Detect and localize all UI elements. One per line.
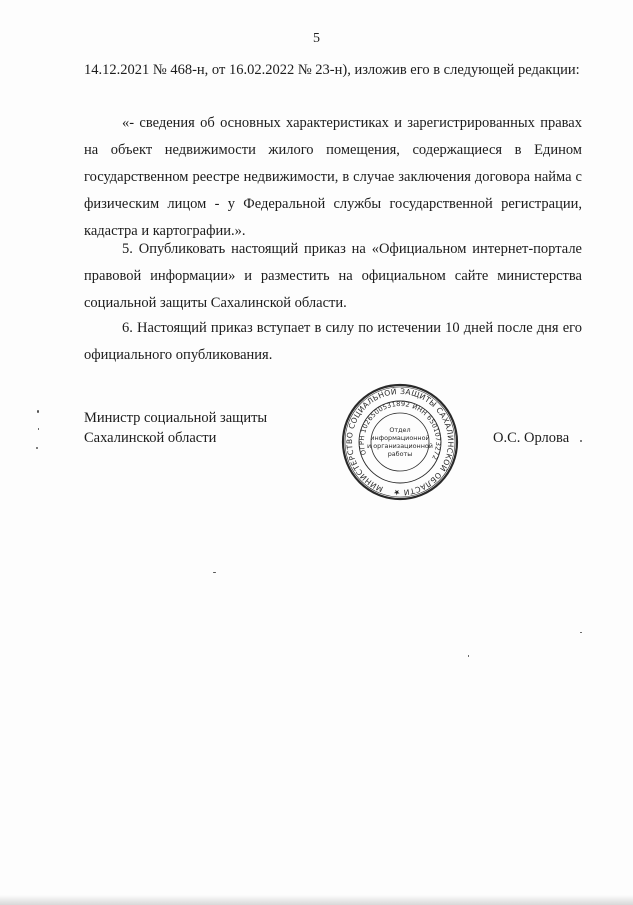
signatory-position-line1: Министр социальной защиты xyxy=(84,410,268,426)
official-seal xyxy=(340,382,460,502)
signer-name: О.С. Орлова xyxy=(493,430,570,446)
scan-speck xyxy=(37,410,39,413)
scan-bottom-edge xyxy=(0,895,633,905)
scan-speck xyxy=(580,440,582,442)
seal-center-line-2: информационной xyxy=(370,434,430,442)
scan-speck xyxy=(580,632,582,633)
seal-center-line-1: Отдел xyxy=(389,426,411,434)
signatory-position-line2: Сахалинской области xyxy=(84,430,217,446)
scan-speck xyxy=(38,428,39,430)
scan-speck xyxy=(36,447,38,449)
scan-speck xyxy=(213,572,216,573)
seal-center-line-4: работы xyxy=(387,450,413,458)
seal-center-line-3: и организационной xyxy=(367,442,433,450)
paragraph-item-6: 6. Настоящий приказ вступает в силу по истечении 10 дней после дня его официального опубликования. xyxy=(84,320,582,363)
page-number: 5 xyxy=(313,31,320,46)
seal-inner-ring-text: ОГРН 1026500531892 ИНН 6501073272 xyxy=(357,399,443,462)
signatory-position xyxy=(84,408,267,448)
seal-outer-ring-text: МИНИСТЕРСТВО СОЦИАЛЬНОЙ ЗАЩИТЫ САХАЛИНСКОЙ ОБЛАСТИ ★ xyxy=(344,386,456,498)
paragraph-item-5: 5. Опубликовать настоящий приказ на «Официальном интернет-портале правовой информации» и разместить на официальном сайте министерства социальной защиты Сахалинской области. xyxy=(84,241,582,311)
paragraph-quoted-clause: «- сведения об основных характеристиках и зарегистрированных правах на объект недвижимости жилого помещения, содержащиеся в Едином государственном реестре недвижимости, в случае заключения договора найма с физическим лицом - у Федеральной службы государственной регистрации, кадастра и картографии.». xyxy=(84,115,582,239)
scan-speck xyxy=(468,655,469,657)
paragraph-amendment-dates: 14.12.2021 № 468-н, от 16.02.2022 № 23-н), изложив его в следующей редакции: xyxy=(84,62,580,78)
